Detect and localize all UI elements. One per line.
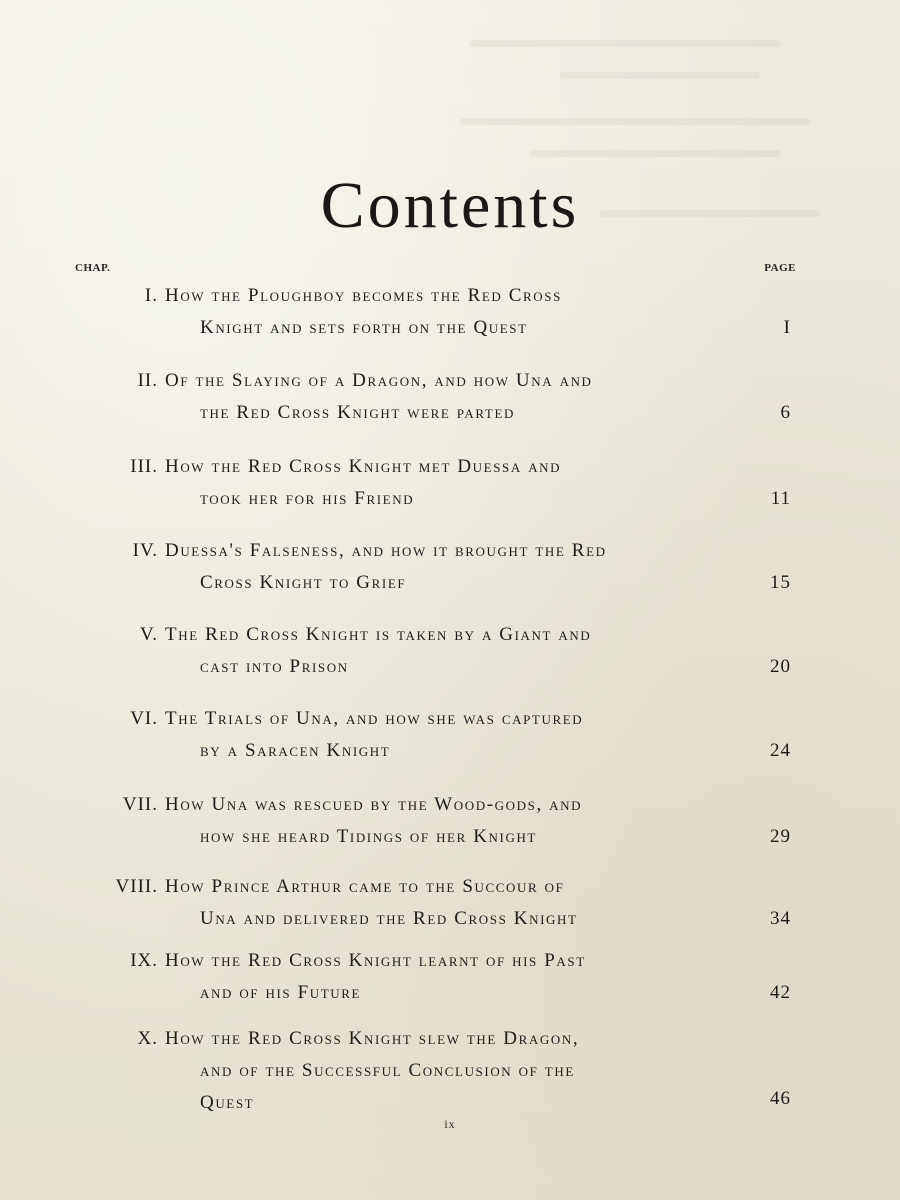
chapter-title-line: How the Red Cross Knight learnt of his Past [165, 950, 586, 971]
chapter-number: III. [130, 456, 158, 477]
chapter-title-line: Duessa's Falseness, and how it brought the Red [165, 540, 607, 561]
show-through-mark [560, 72, 760, 79]
chapter-title-line: Of the Slaying of a Dragon, and how Una and [165, 370, 593, 391]
page-number: 42 [770, 982, 791, 1003]
page-number: 46 [770, 1088, 791, 1109]
chapter-column-label: CHAP. [75, 262, 111, 274]
page-column-label: PAGE [764, 262, 796, 274]
page-title: Contents [320, 169, 580, 242]
chapter-title-line: How Prince Arthur came to the Succour of [165, 876, 565, 897]
page-number: I [783, 317, 791, 338]
chapter-number: I. [144, 285, 158, 306]
page-number: 24 [770, 740, 791, 761]
chapter-title-line: how she heard Tidings of her Knight [200, 826, 537, 847]
chapter-number: X. [137, 1028, 158, 1049]
chapter-number: IV. [132, 540, 158, 561]
page-number: 6 [780, 402, 791, 423]
page-number: 34 [770, 908, 791, 929]
chapter-title-line: the Red Cross Knight were parted [200, 402, 515, 423]
chapter-number: V. [139, 624, 158, 645]
chapter-number: VI. [130, 708, 158, 729]
chapter-title-line: Knight and sets forth on the Quest [200, 317, 528, 338]
chapter-number: IX. [130, 950, 158, 971]
chapter-title-line: Cross Knight to Grief [200, 572, 407, 593]
chapter-title-line: The Red Cross Knight is taken by a Giant and [165, 624, 592, 645]
chapter-number: VIII. [115, 876, 158, 897]
show-through-mark [470, 40, 780, 47]
chapter-title-line: How the Red Cross Knight met Duessa and [165, 456, 562, 477]
chapter-number: VII. [122, 794, 158, 815]
show-through-mark [460, 118, 810, 125]
chapter-title-line: by a Saracen Knight [200, 740, 391, 761]
chapter-title-line: and of the Successful Conclusion of the [200, 1060, 575, 1081]
chapter-title-line: took her for his Friend [200, 488, 415, 509]
chapter-title-line: How the Red Cross Knight slew the Dragon, [165, 1028, 580, 1049]
chapter-title-line: and of his Future [200, 982, 362, 1003]
page-folio: ix [444, 1117, 456, 1131]
chapter-title-line: The Trials of Una, and how she was captured [165, 708, 584, 729]
chapter-title-line: cast into Prison [200, 656, 349, 677]
page-number: 11 [770, 488, 791, 509]
chapter-title-line: How Una was rescued by the Wood-gods, and [165, 794, 583, 815]
chapter-title-line: How the Ploughboy becomes the Red Cross [165, 285, 562, 306]
page-number: 29 [770, 826, 791, 847]
chapter-number: II. [137, 370, 158, 391]
page-number: 20 [770, 656, 791, 677]
page-number: 15 [770, 572, 791, 593]
show-through-mark [530, 150, 780, 157]
chapter-title-line: Quest [200, 1092, 255, 1113]
chapter-title-line: Una and delivered the Red Cross Knight [200, 908, 578, 929]
